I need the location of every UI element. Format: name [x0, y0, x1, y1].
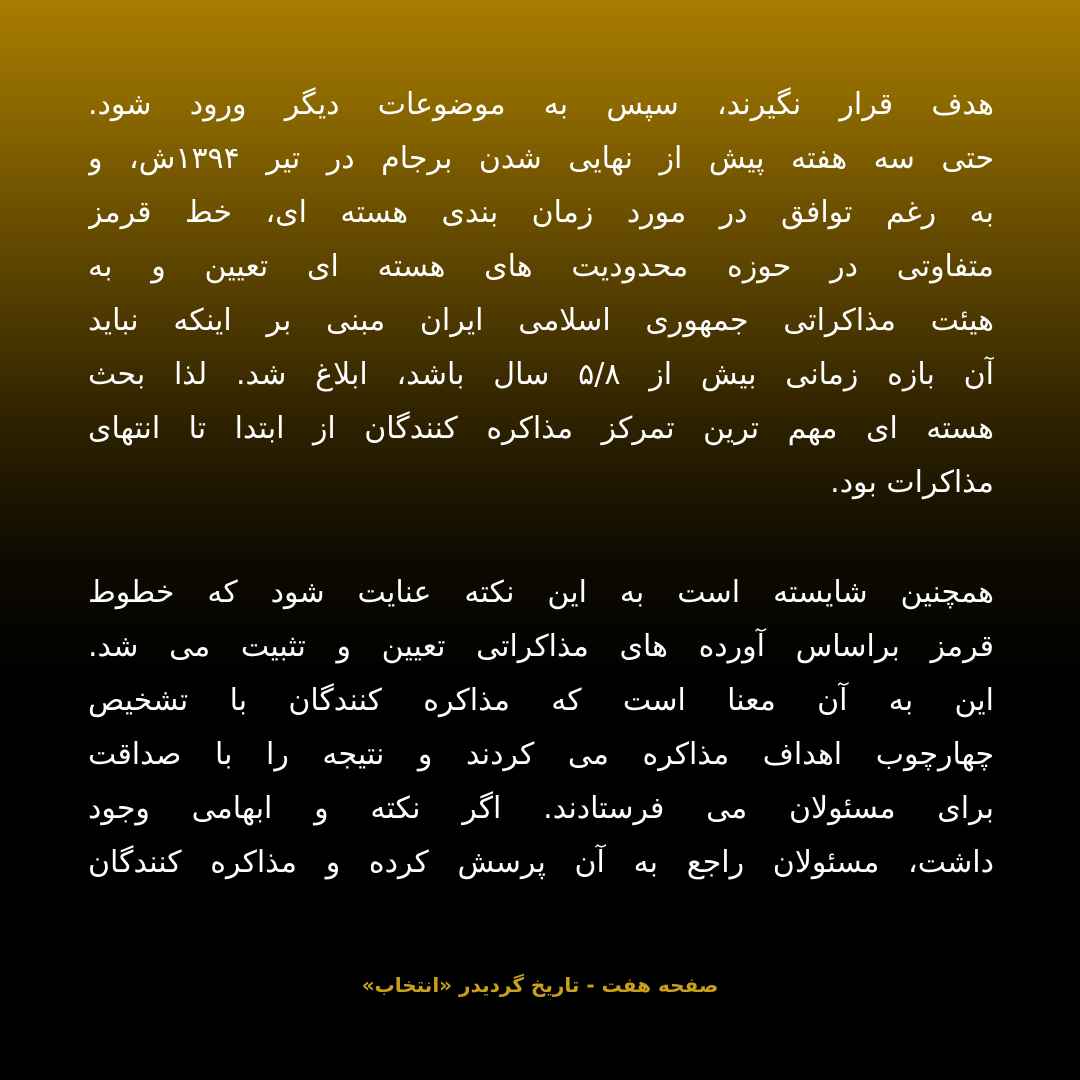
footer-caption: صفحه هفت - تاریخ گردیدر «انتخاب» [361, 973, 719, 997]
paragraph-2-line-4: چهارچوب اهداف مذاکره می کردند و نتیجه را با صداقت [88, 737, 994, 772]
paragraph-1-line-6: آن بازه زمانی بیش از ۵/۸ سال باشد، ابلاغ شد. لذا بحث [88, 357, 994, 392]
paragraph-2-line-1: همچنین شایسته است به این نکته عنایت شود که خطوط [88, 575, 994, 610]
paragraph-1-line-3: به رغم توافق در مورد زمان بندی هسته ای، خط قرمز [88, 195, 994, 230]
paragraph-1 [88, 78, 994, 510]
paragraph-1-line-7: هسته ای مهم ترین تمرکز مذاکره کنندگان از ابتدا تا انتهای [88, 411, 994, 446]
paragraph-2-line-5: برای مسئولان می فرستادند. اگر نکته و ابهامی وجود [88, 791, 994, 826]
paragraph-2-line-3: این به آن معنا است که مذاکره کنندگان با تشخیص [88, 683, 994, 718]
paragraph-1-line-2: حتی سه هفته پیش از نهایی شدن برجام در تیر ۱۳۹۴ش، و [88, 141, 994, 176]
paragraph-2 [88, 566, 994, 890]
paragraph-1-line-1: هدف قرار نگیرند، سپس به موضوعات دیگر ورود شود. [88, 87, 994, 122]
paragraph-2-line-6: داشت، مسئولان راجع به آن پرسش کرده و مذاکره کنندگان [88, 845, 994, 880]
paragraph-1-line-8: مذاکرات بود. [830, 465, 994, 500]
paragraph-1-line-5: هیئت مذاکراتی جمهوری اسلامی ایران مبنی بر اینکه نباید [88, 303, 994, 338]
paragraph-1-line-4: متفاوتی در حوزه محدودیت های هسته ای تعیین و به [88, 249, 994, 284]
paragraph-2-line-2: قرمز براساس آورده های مذاکراتی تعیین و تثبیت می شد. [88, 629, 994, 664]
